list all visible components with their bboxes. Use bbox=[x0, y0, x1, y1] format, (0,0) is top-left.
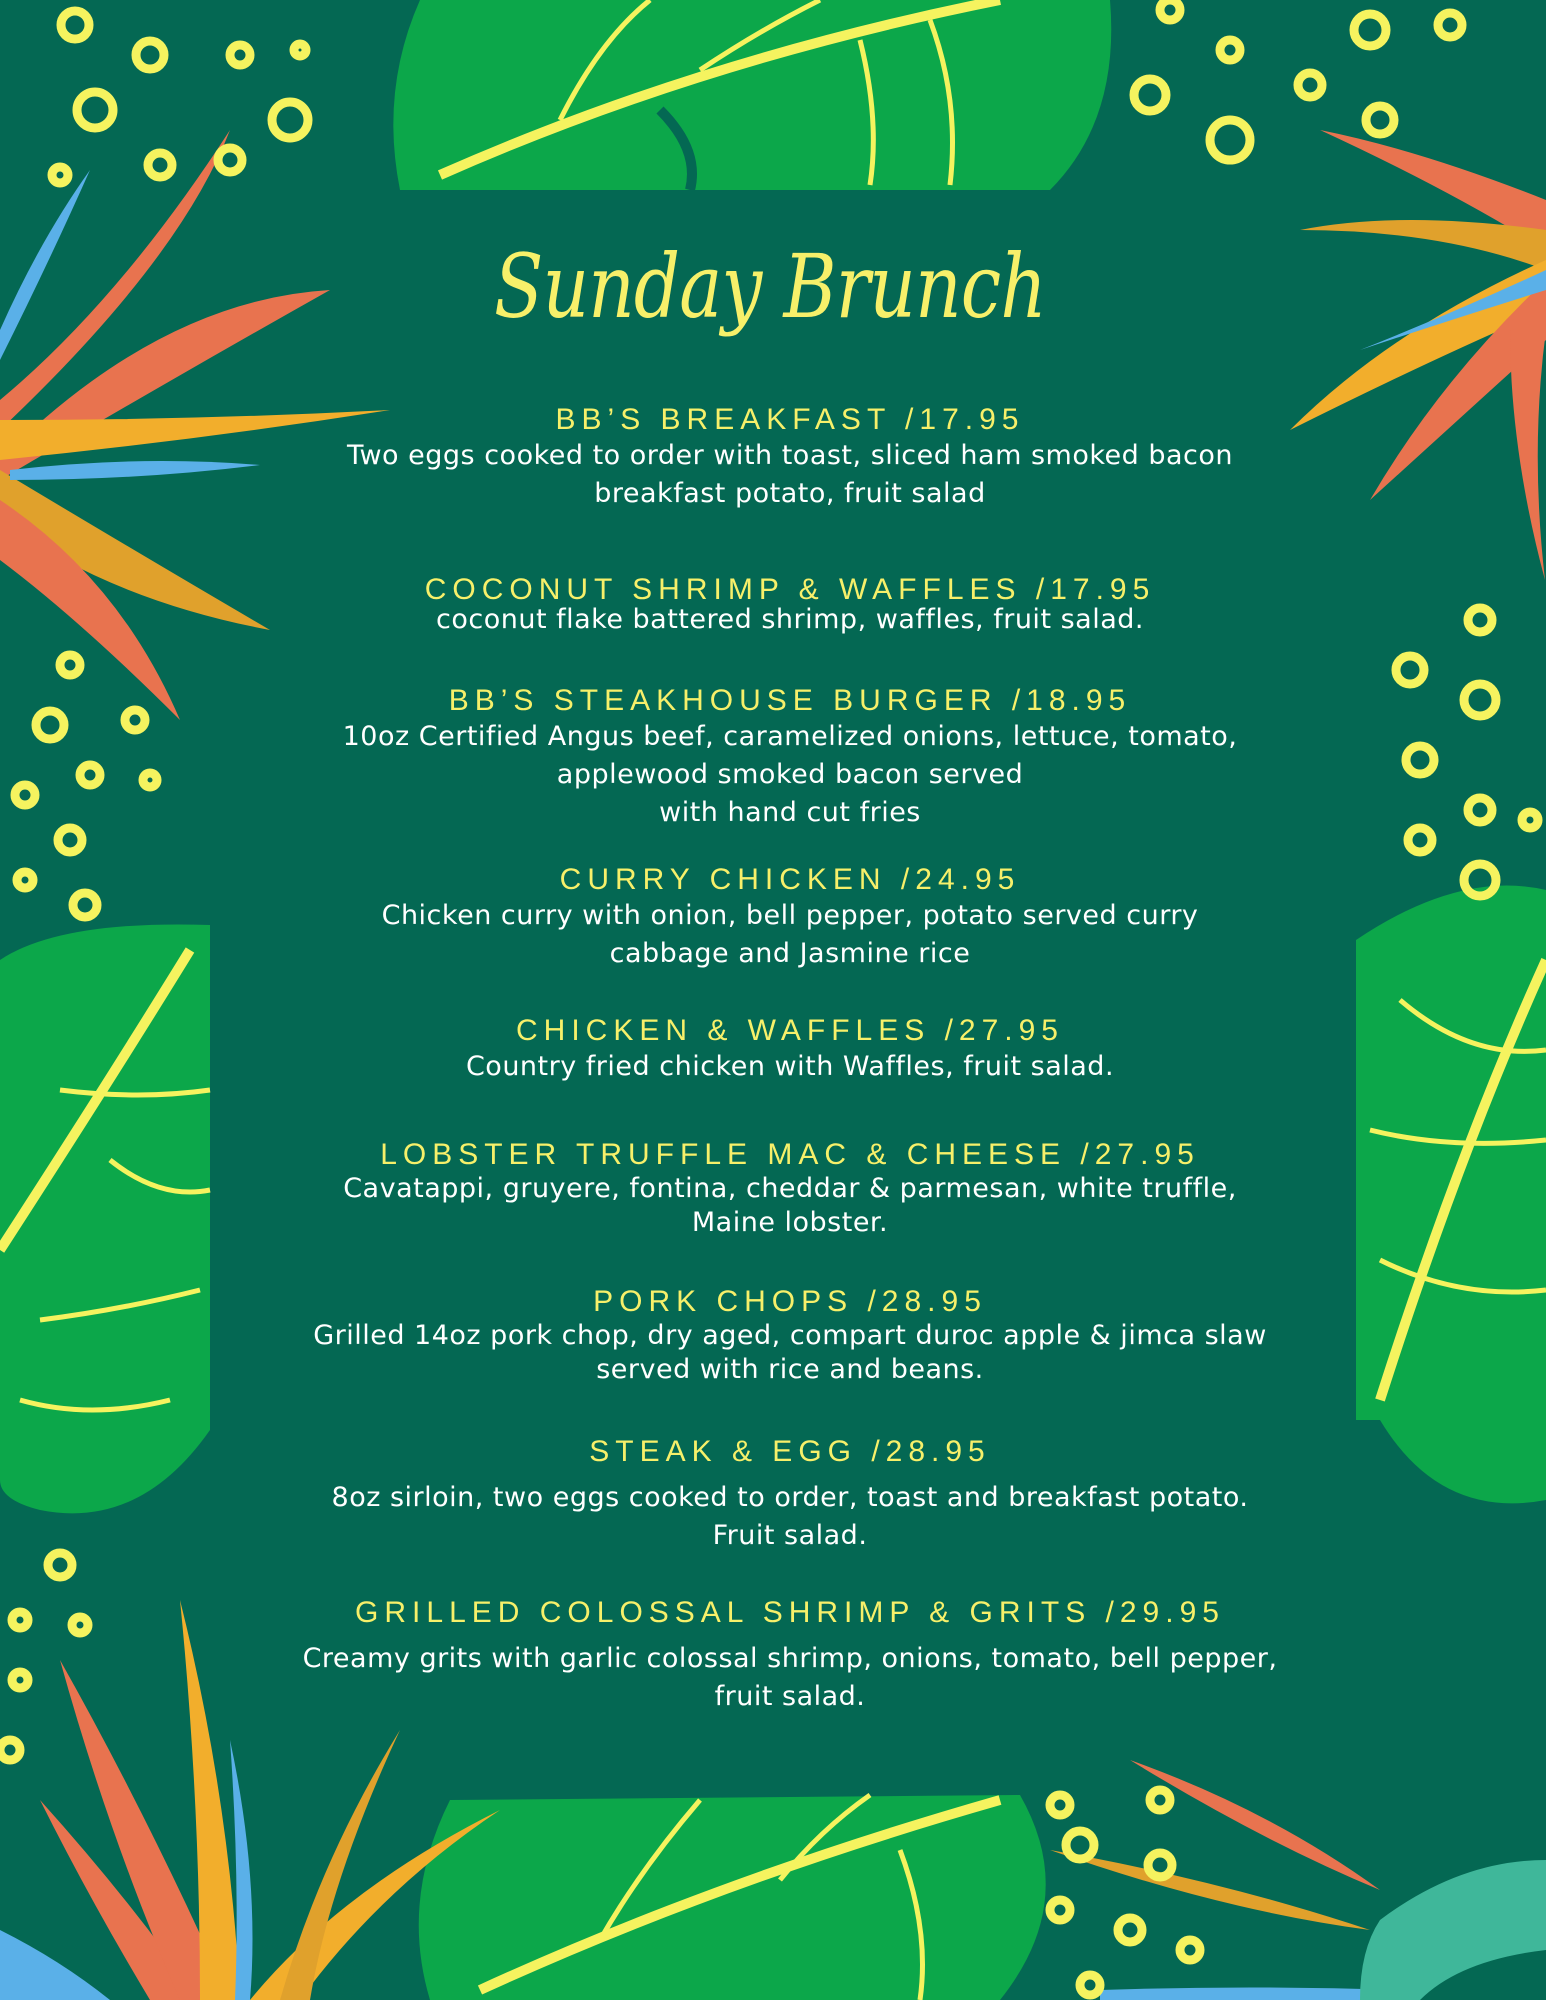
monstera-leaf-left bbox=[0, 924, 210, 1513]
monstera-leaf-right bbox=[1356, 886, 1546, 1504]
description-line: Chicken curry with onion, bell pepper, potato served curry bbox=[381, 900, 1199, 931]
menu-item-name: GRILLED COLOSSAL SHRIMP & GRITS /29.95 bbox=[355, 1596, 1225, 1629]
menu-item bbox=[240, 1435, 1340, 1555]
menu-item-description bbox=[240, 1172, 1340, 1240]
description-line: Maine lobster. bbox=[691, 1207, 889, 1238]
description-line: applewood smoked bacon served bbox=[556, 759, 1024, 790]
menu-item bbox=[240, 1285, 1340, 1387]
menu-item-description bbox=[240, 718, 1340, 832]
menu-item bbox=[240, 1596, 1340, 1716]
menu-item-description bbox=[240, 1479, 1340, 1555]
description-line: cabbage and Jasmine rice bbox=[609, 938, 971, 969]
menu-item bbox=[240, 684, 1340, 832]
menu-item-name: PORK CHOPS /28.95 bbox=[593, 1285, 987, 1318]
menu-item bbox=[240, 1138, 1340, 1240]
description-line: Cavatappi, gruyere, fontina, cheddar & parmesan, white truffle, bbox=[343, 1173, 1237, 1204]
menu-item-name: COCONUT SHRIMP & WAFFLES /17.95 bbox=[424, 573, 1156, 606]
brunch-menu bbox=[240, 0, 1340, 2000]
menu-item-description bbox=[240, 897, 1340, 973]
menu-item-description bbox=[240, 1319, 1340, 1387]
description-line: fruit salad. bbox=[714, 1681, 866, 1712]
description-line: served with rice and beans. bbox=[596, 1354, 984, 1385]
description-line: coconut flake battered shrimp, waffles, fruit salad. bbox=[436, 604, 1144, 635]
description-line: Fruit salad. bbox=[712, 1520, 868, 1551]
menu-item-description bbox=[240, 1640, 1340, 1716]
menu-item-name: CHICKEN & WAFFLES /27.95 bbox=[515, 1014, 1064, 1047]
description-line: Two eggs cooked to order with toast, sliced ham smoked bacon bbox=[346, 440, 1234, 471]
menu-title: Sunday Brunch bbox=[493, 235, 1046, 338]
menu-item bbox=[240, 403, 1340, 513]
menu-item-name: STEAK & EGG /28.95 bbox=[589, 1435, 991, 1468]
description-line: 10oz Certified Angus beef, caramelized onions, lettuce, tomato, bbox=[342, 721, 1238, 752]
description-line: Country fried chicken with Waffles, fruit salad. bbox=[465, 1051, 1115, 1082]
menu-item bbox=[240, 863, 1340, 973]
description-line: 8oz sirloin, two eggs cooked to order, toast and breakfast potato. bbox=[331, 1482, 1249, 1513]
menu-item-description bbox=[240, 601, 1340, 639]
menu-item-name: BB’S BREAKFAST /17.95 bbox=[555, 403, 1025, 436]
description-line: Creamy grits with garlic colossal shrimp, onions, tomato, bell pepper, bbox=[302, 1643, 1278, 1674]
description-line: Grilled 14oz pork chop, dry aged, compart duroc apple & jimca slaw bbox=[313, 1320, 1267, 1351]
menu-item-name: CURRY CHICKEN /24.95 bbox=[559, 863, 1021, 896]
menu-item bbox=[240, 573, 1340, 639]
description-line: with hand cut fries bbox=[659, 797, 921, 828]
menu-item bbox=[240, 1014, 1340, 1086]
menu-item-name: BB’S STEAKHOUSE BURGER /18.95 bbox=[448, 684, 1132, 717]
menu-item-description bbox=[240, 437, 1340, 513]
description-line: breakfast potato, fruit salad bbox=[594, 478, 986, 509]
menu-item-description bbox=[240, 1048, 1340, 1086]
menu-item-name: LOBSTER TRUFFLE MAC & CHEESE /27.95 bbox=[380, 1138, 1200, 1171]
